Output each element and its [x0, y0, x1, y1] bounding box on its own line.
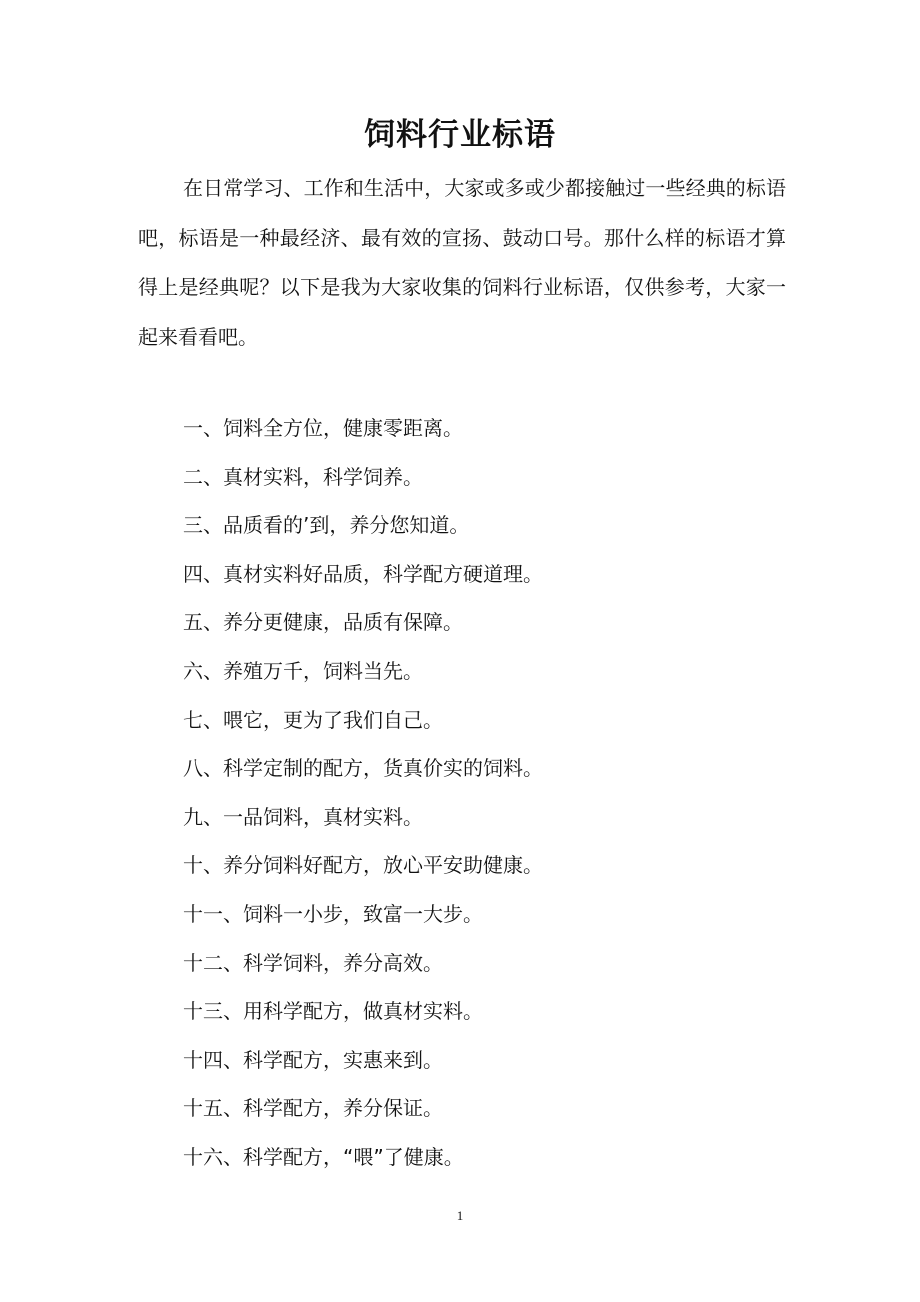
- slogan-item: 十四、科学配方，实惠来到。: [183, 1047, 443, 1072]
- page-number: 1: [456, 1208, 464, 1223]
- slogan-item: 二、真材实料，科学饲养。: [183, 464, 423, 489]
- slogan-item: 十二、科学饲料，养分高效。: [183, 950, 443, 975]
- intro-paragraph: 在日常学习、工作和生活中，大家或多或少都接触过一些经典的标语吧，标语是一种最经济、最有效的宣扬、鼓动口号。那什么样的标语才算得上是经典呢？以下是我为大家收集的饲料行业标语，仅供参考，大家一起来看看吧。: [138, 176, 786, 349]
- slogan-item: 十、养分饲料好配方，放心平安助健康。: [183, 853, 543, 878]
- slogan-list: [183, 404, 543, 1182]
- page-title: 饲料行业标语: [364, 117, 556, 153]
- slogan-item: 十六、科学配方，“喂”了健康。: [183, 1144, 464, 1169]
- slogan-item: 六、养殖万千，饲料当先。: [183, 658, 423, 683]
- slogan-item: 九、一品饲料，真材实料。: [183, 804, 423, 829]
- slogan-item: 八、科学定制的配方，货真价实的饲料。: [183, 756, 543, 781]
- slogan-item: 十三、用科学配方，做真材实料。: [183, 999, 483, 1024]
- slogan-item: 三、品质看的’到，养分您知道。: [183, 513, 470, 538]
- slogan-item: 十五、科学配方，养分保证。: [183, 1096, 443, 1121]
- slogan-item: 一、饲料全方位，健康零距离。: [183, 416, 463, 440]
- slogan-item: 十一、饲料一小步，致富一大步。: [183, 901, 483, 926]
- slogan-item: 七、喂它，更为了我们自己。: [183, 707, 443, 732]
- slogan-item: 五、养分更健康，品质有保障。: [183, 610, 463, 635]
- slogan-item: 四、真材实料好品质，科学配方硬道理。: [183, 561, 543, 586]
